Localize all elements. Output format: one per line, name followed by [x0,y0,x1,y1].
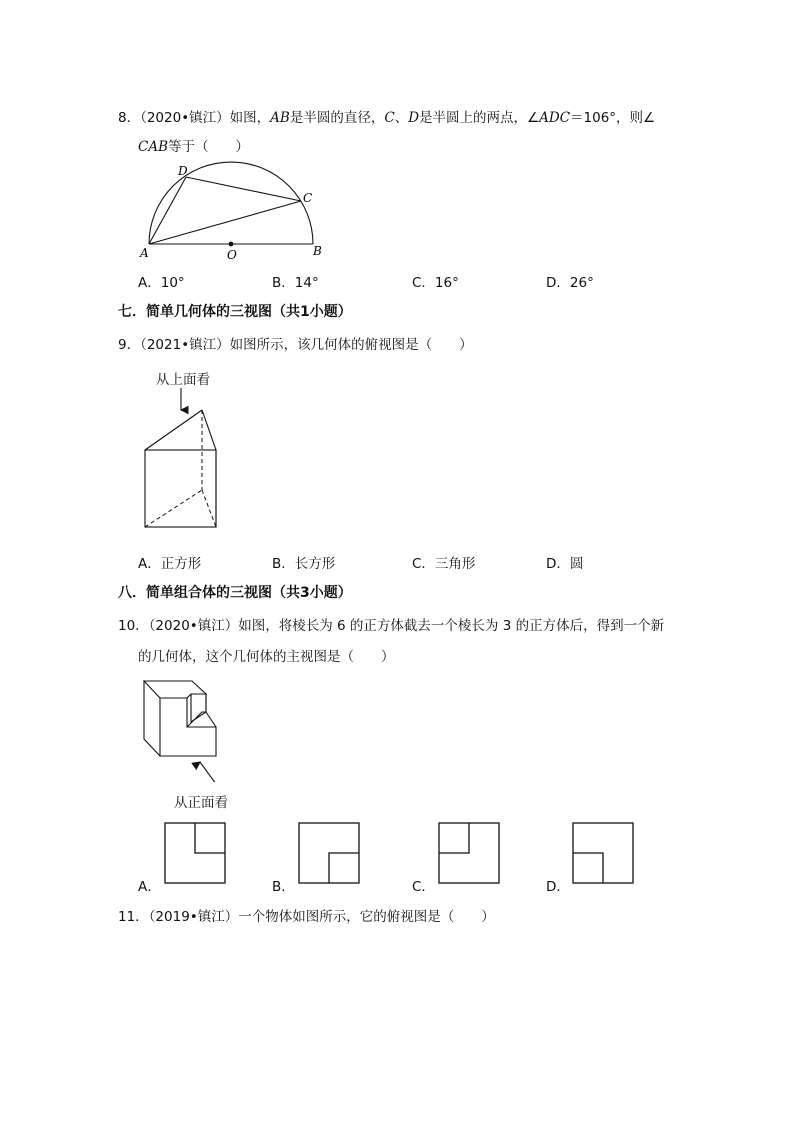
semicircle-arc [149,162,313,244]
q10-number: 10． [118,618,149,634]
q8-var-cab: CAB [138,139,168,155]
prism-ridge-edge [202,410,216,450]
q8-option-c[interactable]: C．16° [412,275,459,291]
q11-text: 一个物体如图所示，它的俯视图是（ ） [238,909,495,925]
q9-prism-figure [140,386,230,531]
q8-text: 等于（ ） [168,139,249,155]
q8-option-a[interactable]: A．10° [138,275,185,291]
q8-option-b[interactable]: B．14° [272,275,319,291]
q10-text: 如图，将棱长为 6 的正方体截去一个棱长为 3 的正方体后，得到一个新 [238,618,665,634]
cube-top-left [144,681,160,756]
q8-var-c: C [384,110,395,126]
q10-option-b-figure[interactable] [298,822,360,884]
q9-option-c[interactable]: C．三角形 [412,556,476,572]
q10-line1 [118,614,664,634]
label-a: A [140,246,149,260]
label-d: D [178,164,188,178]
q8-text: 是半圆的直径， [289,110,385,126]
q10-option-a[interactable]: A． [138,879,161,895]
label-o: O [227,248,237,262]
label-c: C [303,191,313,205]
cube-front-face [160,698,216,756]
cube-top-face [144,681,206,698]
q9-view-label: 从上面看 [156,372,210,388]
q9-source: （2021•镇江） [140,337,230,353]
q10-cut-cube-figure [136,672,226,782]
q8-text: 是半圆上的两点，∠ [419,110,540,126]
q10-source: （2020•镇江） [148,618,239,634]
q11-number: 11． [118,909,149,925]
prism-hidden-base-right [202,490,216,527]
q8-text: 、 [394,110,409,126]
cube-notch [187,694,206,727]
view-arrow [200,762,216,782]
q8-number: 8． [118,110,141,126]
q8-var-adc: ADC [539,110,571,126]
q8-text: 如图， [229,110,271,126]
q8-var-ab: AB [270,110,290,126]
prism-top-edge [145,410,202,450]
section-7-heading: 七．简单几何体的三视图（共1小题） [118,304,352,320]
q9-line1 [118,333,473,353]
q10-option-d-figure[interactable] [572,822,634,884]
q10-option-c-figure[interactable] [438,822,500,884]
q9-option-a[interactable]: A．正方形 [138,556,202,572]
q8-var-d: D [408,110,420,126]
q11-source: （2019•镇江） [148,909,239,925]
cube-right-face [206,694,216,727]
chord-ac [149,201,301,244]
chord-ad [149,177,186,244]
q8-source: （2020•镇江） [140,110,230,126]
q9-text: 如图所示，该几何体的俯视图是（ ） [229,337,473,353]
q9-option-b[interactable]: B．长方形 [272,556,336,572]
section-8-heading: 八．简单组合体的三视图（共3小题） [118,585,352,601]
q8-option-d[interactable]: D．26° [546,275,594,291]
q10-view-label: 从正面看 [174,795,228,811]
q10-line2: 的几何体，这个几何体的主视图是（ ） [138,649,395,665]
q8-semicircle-figure [136,160,336,264]
q8-text: ＝106°，则∠ [570,110,656,126]
label-b: B [313,244,322,258]
center-o-dot [229,242,234,247]
q10-option-b[interactable]: B． [272,879,295,895]
q9-number: 9． [118,337,141,353]
q11-line1 [118,905,495,925]
prism-front-face [145,450,216,527]
prism-hidden-base [145,490,202,527]
q8-line1 [118,106,655,126]
q10-option-c[interactable]: C． [412,879,435,895]
q9-option-d[interactable]: D．圆 [546,556,584,572]
q10-option-d[interactable]: D． [546,879,570,895]
q8-line2 [138,135,249,155]
q10-option-a-figure[interactable] [164,822,226,884]
